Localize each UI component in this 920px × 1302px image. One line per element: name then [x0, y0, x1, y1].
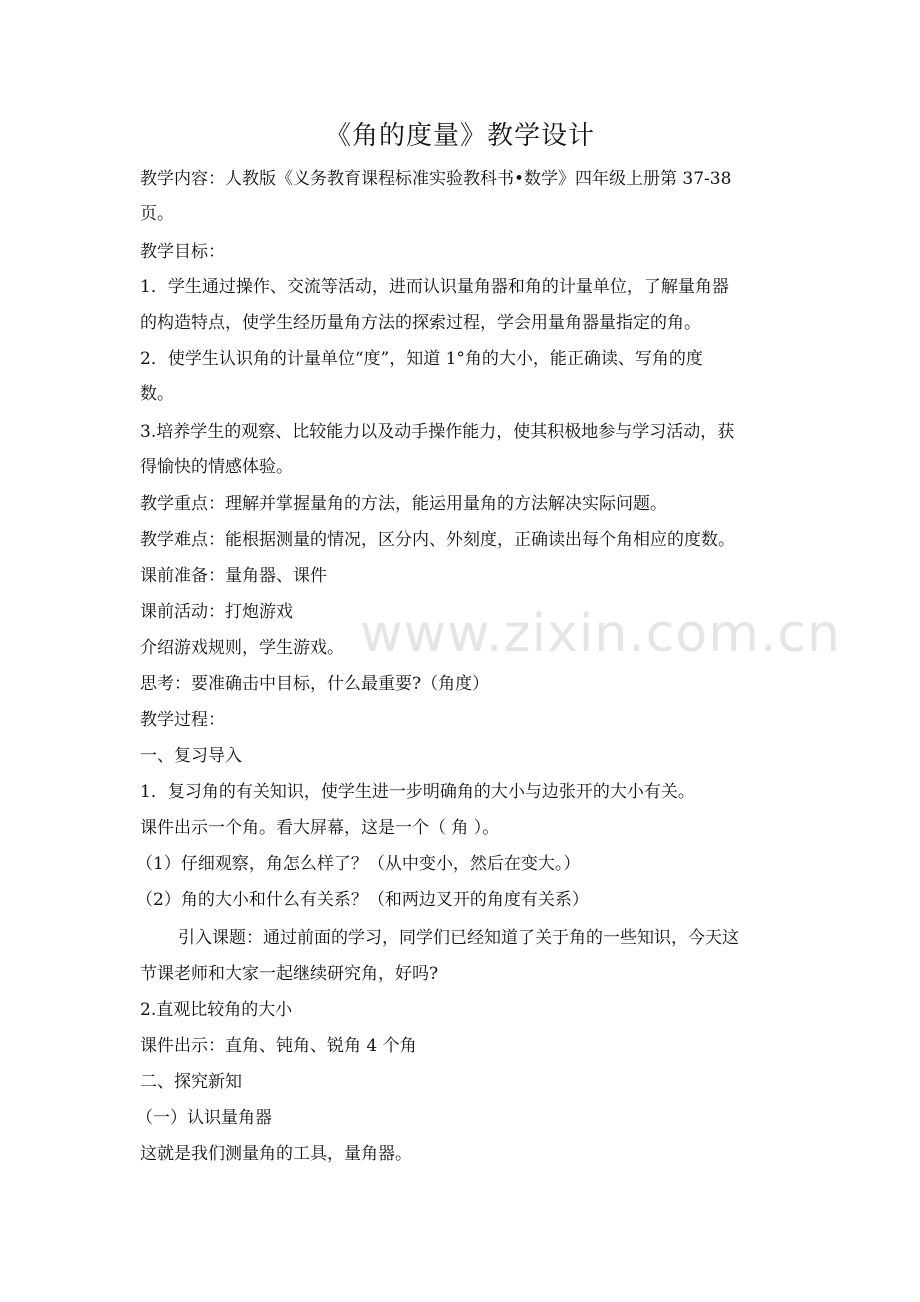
- text-line: 这就是我们测量角的工具，量角器。: [140, 1144, 412, 1164]
- text-line: 介绍游戏规则，学生游戏。: [140, 638, 344, 658]
- document-title: 《角的度量》教学设计: [324, 121, 595, 151]
- text-line: 1．复习角的有关知识，使学生进一步明确角的大小与边张开的大小有关。: [140, 782, 695, 802]
- text-line: 2.直观比较角的大小: [140, 1000, 293, 1020]
- text-line: 3.培养学生的观察、比较能力以及动手操作能力，使其积极地参与学习活动，获: [140, 422, 735, 442]
- text-line: 1．学生通过操作、交流等活动，进而认识量角器和角的计量单位，了解量角器: [140, 277, 729, 297]
- text-line: 课件出示一个角。看大屏幕，这是一个（ 角 ）。: [140, 818, 500, 838]
- text-line: 课前活动：打炮游戏: [140, 602, 293, 622]
- watermark: www.zixin.com.cn: [360, 604, 841, 664]
- text-line: 思考：要准确击中目标，什么最重要?（角度）: [140, 674, 490, 694]
- subsection-heading: （一）认识量角器: [136, 1108, 272, 1128]
- text-line: 教学难点：能根据测量的情况，区分内、外刻度，正确读出每个角相应的度数。: [140, 530, 735, 550]
- text-line: 2．使学生认识角的计量单位“度”，知道 1°角的大小，能正确读、写角的度: [140, 349, 703, 369]
- text-line: 数。: [140, 384, 174, 404]
- section-heading: 二、探究新知: [140, 1072, 242, 1092]
- text-line: 得愉快的情感体验。: [140, 457, 293, 477]
- text-line: 页。: [140, 204, 174, 224]
- text-line: 课件出示：直角、钝角、锐角 4 个角: [140, 1036, 417, 1056]
- text-line: 课前准备：量角器、课件: [140, 566, 327, 586]
- text-line: （1）仔细观察，角怎么样了？（从中变小，然后在变大。）: [136, 854, 581, 874]
- text-line: （2）角的大小和什么有关系？（和两边叉开的角度有关系）: [136, 890, 589, 910]
- text-line: 教学目标：: [140, 242, 225, 262]
- text-line: 教学重点：理解并掌握量角的方法，能运用量角的方法解决实际问题。: [140, 494, 667, 514]
- text-line: 节课老师和大家一起继续研究角，好吗?: [140, 964, 439, 984]
- text-line: 教学内容：人教版《义务教育课程标准实验教科书•数学》四年级上册第 37-38: [140, 169, 732, 189]
- text-line: 教学过程：: [140, 710, 225, 730]
- text-line: 引入课题：通过前面的学习，同学们已经知道了关于角的一些知识，今天这: [178, 928, 739, 948]
- text-line: 的构造特点，使学生经历量角方法的探索过程，学会用量角器量指定的角。: [140, 313, 701, 333]
- section-heading: 一、复习导入: [140, 746, 242, 766]
